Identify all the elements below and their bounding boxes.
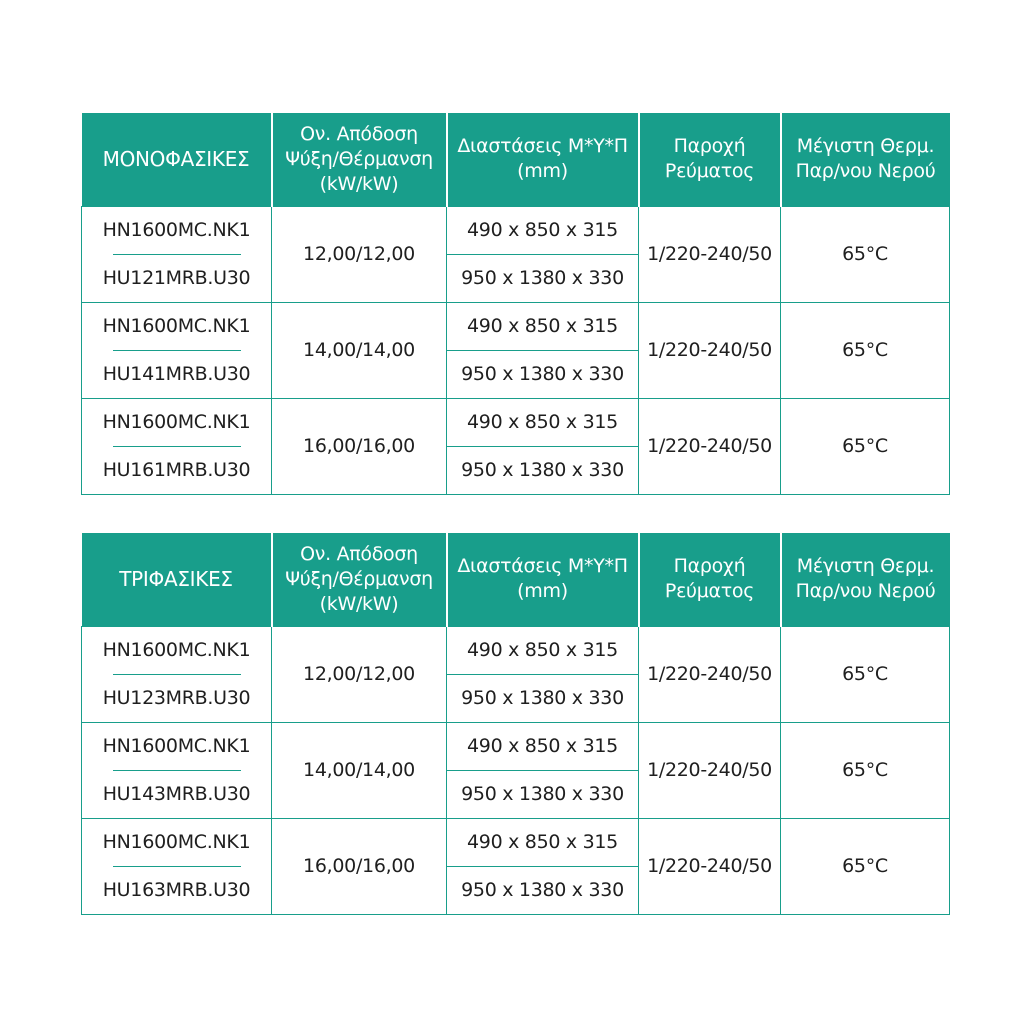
indoor-unit-dimensions: 490 x 850 x 315 <box>447 627 638 675</box>
table-row <box>82 302 950 398</box>
dimensions-cell <box>447 722 639 818</box>
max-water-temp-cell: 65°C <box>781 626 950 722</box>
capacity-cell: 14,00/14,00 <box>272 302 447 398</box>
header-capacity: Ον. Απόδοση Ψύξη/Θέρμανση (kW/kW) <box>272 113 447 206</box>
max-water-temp-cell: 65°C <box>781 302 950 398</box>
max-water-temp-cell: 65°C <box>781 206 950 302</box>
model-cell <box>82 626 272 722</box>
outdoor-unit-dimensions: 950 x 1380 x 330 <box>461 878 624 901</box>
indoor-unit-dimensions: 490 x 850 x 315 <box>447 819 638 867</box>
power-supply-cell: 1/220-240/50 <box>639 818 781 914</box>
indoor-unit-dimensions: 490 x 850 x 315 <box>447 207 638 255</box>
table-row <box>82 398 950 494</box>
model-cell <box>82 818 272 914</box>
outdoor-unit-dimensions: 950 x 1380 x 330 <box>461 266 624 289</box>
header-max-water-temp: Μέγιστη Θερμ. Παρ/νου Νερού <box>781 113 950 206</box>
three-phase-table <box>81 533 950 915</box>
table-title: ΤΡΙΦΑΣΙΚΕΣ <box>82 533 272 626</box>
outdoor-unit-model: HU163MRB.U30 <box>102 879 251 901</box>
dimensions-cell <box>447 818 639 914</box>
indoor-unit-model: HN1600MC.NK1 <box>102 315 251 337</box>
header-dimensions: Διαστάσεις Μ*Υ*Π (mm) <box>447 533 639 626</box>
outdoor-unit-model: HU141MRB.U30 <box>102 363 251 385</box>
header-row <box>82 113 950 206</box>
capacity-cell: 16,00/16,00 <box>272 818 447 914</box>
dimensions-cell <box>447 626 639 722</box>
outdoor-unit-model: HU161MRB.U30 <box>102 459 251 481</box>
max-water-temp-cell: 65°C <box>781 818 950 914</box>
header-row <box>82 533 950 626</box>
header-power-supply: Παροχή Ρεύματος <box>639 533 781 626</box>
indoor-unit-model: HN1600MC.NK1 <box>102 219 251 241</box>
outdoor-unit-dimensions: 950 x 1380 x 330 <box>461 362 624 385</box>
model-cell <box>82 398 272 494</box>
capacity-cell: 16,00/16,00 <box>272 398 447 494</box>
capacity-cell: 12,00/12,00 <box>272 206 447 302</box>
capacity-cell: 14,00/14,00 <box>272 722 447 818</box>
outdoor-unit-dimensions: 950 x 1380 x 330 <box>461 458 624 481</box>
max-water-temp-cell: 65°C <box>781 398 950 494</box>
dimensions-cell <box>447 398 639 494</box>
power-supply-cell: 1/220-240/50 <box>639 302 781 398</box>
power-supply-cell: 1/220-240/50 <box>639 398 781 494</box>
outdoor-unit-dimensions: 950 x 1380 x 330 <box>461 782 624 805</box>
table-row <box>82 626 950 722</box>
capacity-cell: 12,00/12,00 <box>272 626 447 722</box>
table-row <box>82 818 950 914</box>
table-row <box>82 722 950 818</box>
power-supply-cell: 1/220-240/50 <box>639 626 781 722</box>
header-dimensions: Διαστάσεις Μ*Υ*Π (mm) <box>447 113 639 206</box>
header-power-supply: Παροχή Ρεύματος <box>639 113 781 206</box>
indoor-unit-dimensions: 490 x 850 x 315 <box>447 399 638 447</box>
outdoor-unit-model: HU123MRB.U30 <box>102 687 251 709</box>
outdoor-unit-model: HU121MRB.U30 <box>102 267 251 289</box>
model-cell <box>82 722 272 818</box>
dimensions-cell <box>447 206 639 302</box>
indoor-unit-model: HN1600MC.NK1 <box>102 831 251 853</box>
outdoor-unit-dimensions: 950 x 1380 x 330 <box>461 686 624 709</box>
power-supply-cell: 1/220-240/50 <box>639 206 781 302</box>
indoor-unit-model: HN1600MC.NK1 <box>102 639 251 661</box>
outdoor-unit-model: HU143MRB.U30 <box>102 783 251 805</box>
max-water-temp-cell: 65°C <box>781 722 950 818</box>
model-cell <box>82 206 272 302</box>
single-phase-table <box>81 113 950 495</box>
indoor-unit-dimensions: 490 x 850 x 315 <box>447 303 638 351</box>
header-capacity: Ον. Απόδοση Ψύξη/Θέρμανση (kW/kW) <box>272 533 447 626</box>
indoor-unit-dimensions: 490 x 850 x 315 <box>447 723 638 771</box>
table-row <box>82 206 950 302</box>
power-supply-cell: 1/220-240/50 <box>639 722 781 818</box>
model-cell <box>82 302 272 398</box>
table-title: ΜΟΝΟΦΑΣΙΚΕΣ <box>82 113 272 206</box>
dimensions-cell <box>447 302 639 398</box>
indoor-unit-model: HN1600MC.NK1 <box>102 411 251 433</box>
indoor-unit-model: HN1600MC.NK1 <box>102 735 251 757</box>
header-max-water-temp: Μέγιστη Θερμ. Παρ/νου Νερού <box>781 533 950 626</box>
